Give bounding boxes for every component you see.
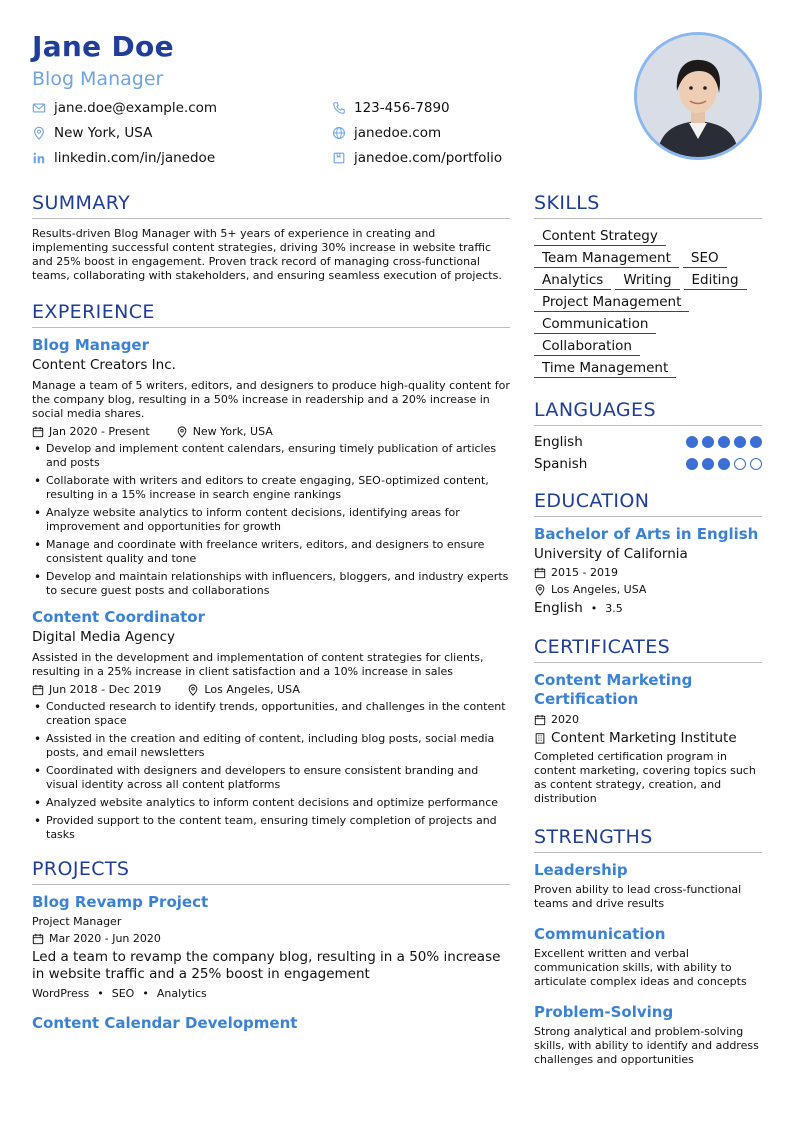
skill-tag: Content Strategy bbox=[534, 227, 666, 246]
language-row bbox=[534, 456, 762, 472]
portfolio-icon bbox=[332, 151, 346, 165]
project-description: Led a team to revamp the company blog, resulting in a 50% increase in website traffic and a 25% boost in engagement bbox=[32, 949, 501, 982]
projects-heading: PROJECTS bbox=[32, 858, 510, 885]
strength-text: Strong analytical and problem-solving skills, with ability to identify and address challenges and opportunities bbox=[534, 1025, 759, 1066]
strength-text: Proven ability to lead cross-functional teams and drive results bbox=[534, 883, 742, 910]
list-item: • Conducted research to identify trends, opportunities, and challenges in the content creation space bbox=[32, 700, 510, 728]
education-gpa: 3.5 bbox=[605, 601, 623, 615]
skill-tag: Editing bbox=[684, 271, 747, 290]
contact-linkedin[interactable] bbox=[32, 148, 332, 168]
strength-title: Problem-Solving bbox=[534, 1003, 674, 1021]
list-item: • Analyze website analytics to inform content decisions, identifying areas for improvement and opportunities for growth bbox=[32, 506, 510, 534]
contact-email[interactable] bbox=[32, 98, 332, 118]
level-dot-filled bbox=[702, 458, 714, 470]
language-level-rating bbox=[682, 436, 762, 448]
skill-tag: Team Management bbox=[534, 249, 679, 268]
certificates-heading: CERTIFICATES bbox=[534, 636, 762, 663]
certificate-name: Content Marketing Certification bbox=[534, 671, 693, 708]
project-meta bbox=[32, 932, 510, 945]
certificate-description: Completed certification program in content marketing, covering topics such as content strategy, creation, and distribution bbox=[534, 750, 756, 805]
list-item: • Coordinated with designers and developers to ensure consistent branding and visual identity across all content platforms bbox=[32, 764, 510, 792]
contact-list bbox=[32, 98, 532, 168]
strength-entry bbox=[534, 925, 762, 989]
job-meta bbox=[32, 425, 510, 438]
language-row bbox=[534, 434, 762, 450]
job-meta bbox=[32, 683, 510, 696]
level-dot-filled bbox=[702, 436, 714, 448]
level-dot-filled bbox=[686, 436, 698, 448]
level-dot-filled bbox=[750, 436, 762, 448]
certificate-issuer-row bbox=[534, 730, 762, 746]
education-field-row: English • 3.5 bbox=[534, 600, 623, 616]
education-dates: 2015 - 2019 bbox=[551, 566, 618, 579]
list-item: • Collaborate with writers and editors to create engaging, SEO-optimized content, resulting in a 15% increase in search engine rankings bbox=[32, 474, 510, 502]
certificate-year: 2020 bbox=[551, 713, 579, 726]
candidate-name: Jane Doe bbox=[32, 30, 174, 63]
strength-entry bbox=[534, 1003, 762, 1067]
language-level-rating bbox=[682, 458, 762, 470]
phone-icon bbox=[332, 101, 346, 115]
linkedin-icon bbox=[32, 151, 46, 165]
education-heading: EDUCATION bbox=[534, 490, 762, 517]
job-location: New York, USA bbox=[192, 425, 273, 438]
job-bullets bbox=[32, 700, 510, 842]
summary-heading: SUMMARY bbox=[32, 192, 510, 219]
location-icon bbox=[176, 426, 188, 438]
job-entry bbox=[32, 336, 510, 598]
tag: Analytics bbox=[156, 987, 207, 1000]
job-company: Digital Media Agency bbox=[32, 629, 175, 645]
list-item: • Analyzed website analytics to inform content decisions and optimize performance bbox=[32, 796, 510, 810]
list-item: • Provided support to the content team, ensuring timely completion of projects and tasks bbox=[32, 814, 510, 842]
job-location: Los Angeles, USA bbox=[204, 683, 300, 696]
skills-heading: SKILLS bbox=[534, 192, 762, 219]
list-item: • Develop and maintain relationships with influencers, bloggers, and industry experts to secure guest posts and collaborations bbox=[32, 570, 510, 598]
list-item: • Assisted in the creation and editing of content, including blog posts, social media posts, and email newsletters bbox=[32, 732, 510, 760]
education-field: English bbox=[534, 600, 583, 616]
education-dates-row bbox=[534, 566, 762, 579]
location-icon bbox=[534, 584, 546, 596]
left-column bbox=[32, 192, 510, 1032]
certificate-year-row bbox=[534, 713, 762, 726]
profile-photo bbox=[634, 32, 762, 160]
building-icon bbox=[534, 732, 546, 744]
list-item: • Manage and coordinate with freelance writers, editors, and designers to ensure consistent quality and tone bbox=[32, 538, 510, 566]
contact-location bbox=[32, 123, 332, 143]
education-degree: Bachelor of Arts in English bbox=[534, 525, 759, 543]
calendar-icon bbox=[534, 714, 546, 726]
skill-tag: Communication bbox=[534, 315, 656, 334]
location-icon bbox=[187, 684, 199, 696]
email-icon bbox=[32, 101, 46, 115]
project-tags: WordPress • SEO • Analytics bbox=[32, 987, 207, 1000]
tag: WordPress bbox=[32, 987, 90, 1000]
skill-tag: Writing bbox=[615, 271, 679, 290]
skill-tag: SEO bbox=[683, 249, 727, 268]
project-role: Project Manager bbox=[32, 915, 122, 928]
project-dates: Mar 2020 - Jun 2020 bbox=[49, 932, 161, 945]
contact-phone[interactable] bbox=[332, 98, 532, 118]
contact-email-text: jane.doe@example.com bbox=[54, 100, 218, 116]
job-bullets bbox=[32, 442, 510, 598]
skill-tag: Time Management bbox=[534, 359, 676, 378]
language-name: English bbox=[534, 434, 583, 450]
skill-tag: Collaboration bbox=[534, 337, 640, 356]
strengths-heading: STRENGTHS bbox=[534, 826, 762, 853]
calendar-icon bbox=[32, 684, 44, 696]
strength-entry bbox=[534, 861, 762, 911]
job-description: Manage a team of 5 writers, editors, and designers to produce high-quality content for the company blog, resulting in a 50% increase in readership and a 20% increase in social media shares. bbox=[32, 379, 510, 420]
level-dot-filled bbox=[734, 436, 746, 448]
skill-tag: Analytics bbox=[534, 271, 611, 290]
level-dot-filled bbox=[686, 458, 698, 470]
contact-phone-text: 123-456-7890 bbox=[354, 100, 450, 116]
project-entry bbox=[32, 893, 510, 1000]
calendar-icon bbox=[32, 933, 44, 945]
certificate-issuer: Content Marketing Institute bbox=[551, 730, 737, 746]
globe-icon bbox=[332, 126, 346, 140]
strength-text: Excellent written and verbal communication skills, with ability to articulate complex ideas and concepts bbox=[534, 947, 747, 988]
level-dot-empty bbox=[734, 458, 746, 470]
summary-text: Results-driven Blog Manager with 5+ years of experience in creating and implementing successful content strategies, driving 30% increase in website traffic and 25% boost in engagement. Proven track record of managing cross-functional teams, collaborating with stakeholders, and ensuring seamless execution of projects. bbox=[32, 227, 502, 282]
education-location: Los Angeles, USA bbox=[551, 583, 647, 596]
right-column bbox=[534, 192, 762, 1067]
skills-list bbox=[534, 227, 762, 381]
languages-heading: LANGUAGES bbox=[534, 399, 762, 426]
candidate-role: Blog Manager bbox=[32, 68, 164, 90]
list-item: • Develop and implement content calendars, ensuring timely publication of articles and posts bbox=[32, 442, 510, 470]
project-title: Content Calendar Development bbox=[32, 1014, 298, 1032]
job-company: Content Creators Inc. bbox=[32, 357, 176, 373]
tag: SEO bbox=[111, 987, 135, 1000]
job-dates: Jun 2018 - Dec 2019 bbox=[49, 683, 162, 696]
job-dates: Jan 2020 - Present bbox=[49, 425, 150, 438]
contact-website-text: janedoe.com bbox=[354, 125, 442, 141]
contact-linkedin-text: linkedin.com/in/janedoe bbox=[54, 150, 216, 166]
level-dot-filled bbox=[718, 436, 730, 448]
strength-title: Leadership bbox=[534, 861, 628, 879]
job-description: Assisted in the development and implementation of content strategies for clients, resulting in a 25% increase in client satisfaction and a 10% increase in sales bbox=[32, 651, 484, 678]
project-title: Blog Revamp Project bbox=[32, 893, 209, 911]
contact-website[interactable] bbox=[332, 123, 532, 143]
contact-portfolio[interactable] bbox=[332, 148, 532, 168]
job-title: Content Coordinator bbox=[32, 608, 205, 626]
contact-location-text: New York, USA bbox=[54, 125, 153, 141]
calendar-icon bbox=[534, 567, 546, 579]
person-avatar-icon bbox=[637, 35, 759, 157]
education-school: University of California bbox=[534, 546, 688, 562]
calendar-icon bbox=[32, 426, 44, 438]
experience-heading: EXPERIENCE bbox=[32, 301, 510, 328]
education-location-row bbox=[534, 583, 762, 596]
level-dot-empty bbox=[750, 458, 762, 470]
job-title: Blog Manager bbox=[32, 336, 149, 354]
job-entry bbox=[32, 608, 510, 842]
level-dot-filled bbox=[718, 458, 730, 470]
location-icon bbox=[32, 126, 46, 140]
project-entry bbox=[32, 1014, 510, 1032]
strength-title: Communication bbox=[534, 925, 666, 943]
skill-tag: Project Management bbox=[534, 293, 689, 312]
contact-portfolio-text: janedoe.com/portfolio bbox=[354, 150, 503, 166]
language-name: Spanish bbox=[534, 456, 588, 472]
